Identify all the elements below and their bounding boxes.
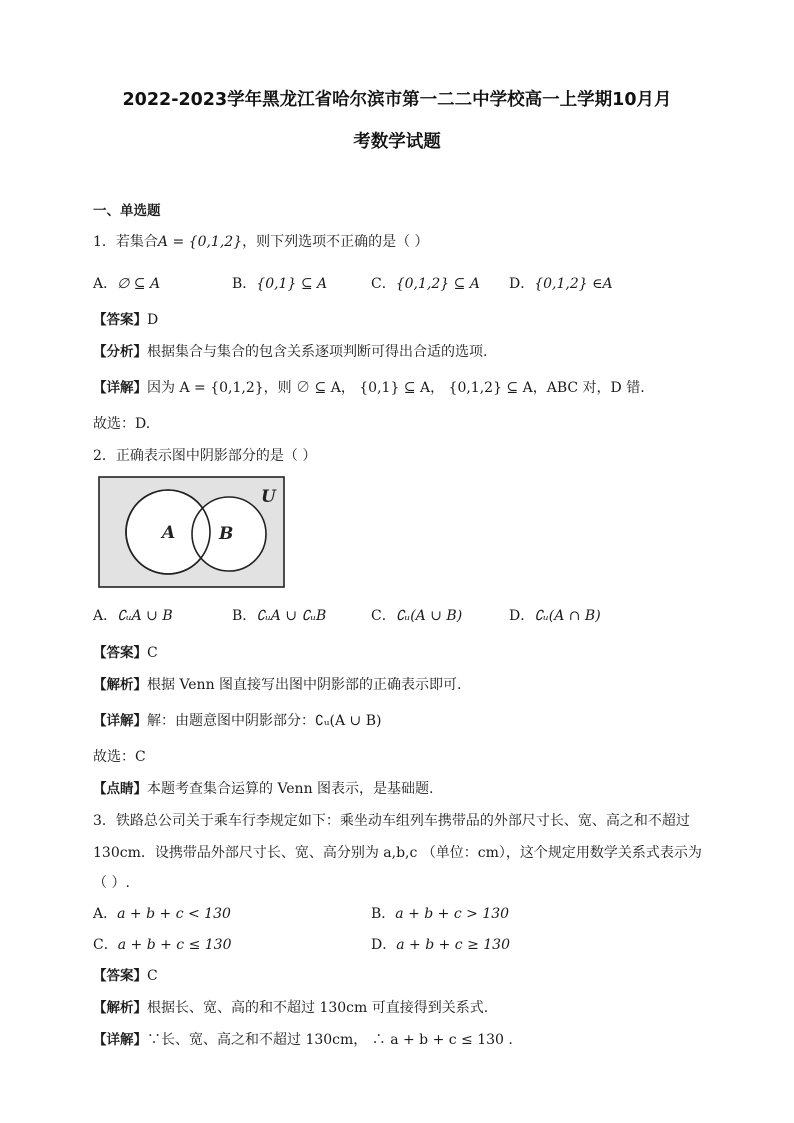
q1-option-d-label: D． [509,276,535,292]
q2-option-c-label: C． [371,608,396,624]
q3-option-b-label: B． [371,906,396,922]
q3-option-c [93,935,231,955]
q2-option-d [509,606,601,626]
q1-detail-text: 因为 A = {0,1,2}，则 ∅ ⊆ A， {0,1} ⊆ A， {0,1,2} ⊆ A，ABC 对，D 错. [147,380,645,396]
q1-analysis-text: 根据集合与集合的包含关系逐项判断可得出合适的选项. [147,344,488,360]
q1-stem-text-a: 1．若集合 [93,234,158,250]
detail-tag: 【详解】 [93,713,147,729]
q1-answer-value: D [147,312,159,328]
q2-detail [93,711,381,731]
q1-option-c-text: {0,1,2} ⊆ A [395,276,480,292]
q2-comment [93,779,434,799]
q1-stem-text-b: ，则下列选项不正确的是（ ） [242,234,429,250]
q1-option-b-text: {0,1} ⊆ A [256,276,328,292]
q2-answer-value: C [147,645,158,661]
q2-option-b [232,606,326,626]
page-title-line-2: 考数学试题 [353,132,441,152]
q2-option-d-label: D． [509,608,535,624]
q3-option-a [93,904,231,924]
analysis-tag: 【解析】 [93,1000,147,1016]
set-b-label: B [219,524,234,544]
q3-stem-line-1: 3．铁路总公司关于乘车行李规定如下：乘坐动车组列车携带品的外部尺寸长、宽、高之和不超过 [93,813,690,829]
q2-analysis [93,675,462,695]
comment-tag: 【点睛】 [93,781,147,797]
q2-stem: 2．正确表示图中阴影部分的是（ ） [93,448,317,464]
q1-option-c [371,274,480,294]
q2-analysis-text: 根据 Venn 图直接写出图中阴影部的正确表示即可. [147,677,462,693]
q2-option-a-text: ∁ᵤA ∪ B [117,608,173,624]
q3-option-a-label: A． [93,906,118,922]
q2-option-a-label: A． [93,608,118,624]
detail-tag: 【详解】 [93,380,147,396]
q3-option-d [371,935,510,955]
q3-stem-line-3: （ ）. [93,875,130,891]
q2-option-c [371,606,462,626]
q1-stem-math: A = {0,1,2} [157,234,243,250]
q1-option-d [509,274,613,294]
q2-option-c-text: ∁ᵤ(A ∪ B) [395,608,463,624]
q3-option-b-text: a + b + c > 130 [395,906,510,922]
q2-choose: 故选：C [93,749,146,765]
detail-tag: 【详解】 [93,1032,147,1048]
q1-answer [93,310,158,330]
analysis-tag: 【分析】 [93,344,147,360]
set-a-label: A [162,523,176,543]
answer-tag: 【答案】 [93,312,147,328]
q3-stem-line-2: 130cm．设携带品外部尺寸长、宽、高分别为 a,b,c （单位：cm），这个规定用数学关系式表示为 [93,845,702,861]
q3-analysis-text: 根据长、宽、高的和不超过 130cm 可直接得到关系式. [147,1000,489,1016]
q3-option-c-label: C． [93,937,118,953]
q3-answer-value: C [147,968,158,984]
q3-analysis [93,998,488,1018]
q1-option-d-text: {0,1,2} ∈A [534,276,613,292]
answer-tag: 【答案】 [93,968,147,984]
q1-option-b [232,274,327,294]
q1-option-b-label: B． [232,276,257,292]
q3-answer [93,966,158,986]
answer-tag: 【答案】 [93,645,147,661]
q3-option-d-text: a + b + c ≥ 130 [396,937,510,953]
q1-option-c-label: C． [371,276,396,292]
venn-diagram [98,476,286,589]
q1-option-a-label: A． [93,276,118,292]
q3-detail [93,1030,513,1050]
q2-comment-text: 本题考查集合运算的 Venn 图表示，是基础题. [147,781,434,797]
page-title-line-1: 2022-2023学年黑龙江省哈尔滨市第一二二中学校高一上学期10月月 [122,90,672,110]
section-heading: 一、单选题 [93,203,161,219]
q1-detail [93,378,645,398]
q1-choose: 故选：D. [93,416,151,432]
q3-option-b [371,904,509,924]
q2-option-d-text: ∁ᵤ(A ∩ B) [534,608,601,624]
q3-option-d-label: D． [371,937,397,953]
q1-option-a [93,274,160,294]
q1-option-a-text: ∅ ⊆ A [117,276,161,292]
q2-option-b-label: B． [232,608,257,624]
q2-detail-text: 解：由题意图中阴影部分：∁ᵤ(A ∪ B) [147,713,382,729]
q3-option-c-text: a + b + c ≤ 130 [117,937,232,953]
universe-label: U [261,487,276,507]
q2-option-a [93,606,173,626]
q2-answer [93,643,158,663]
q3-option-a-text: a + b + c < 130 [117,906,231,922]
q3-detail-text: ∵长、宽、高之和不超过 130cm， ∴ a + b + c ≤ 130 . [147,1032,513,1048]
analysis-tag: 【解析】 [93,677,147,693]
q1-stem [93,232,429,252]
q1-analysis [93,342,487,362]
q2-option-b-text: ∁ᵤA ∪ ∁ᵤB [256,608,327,624]
